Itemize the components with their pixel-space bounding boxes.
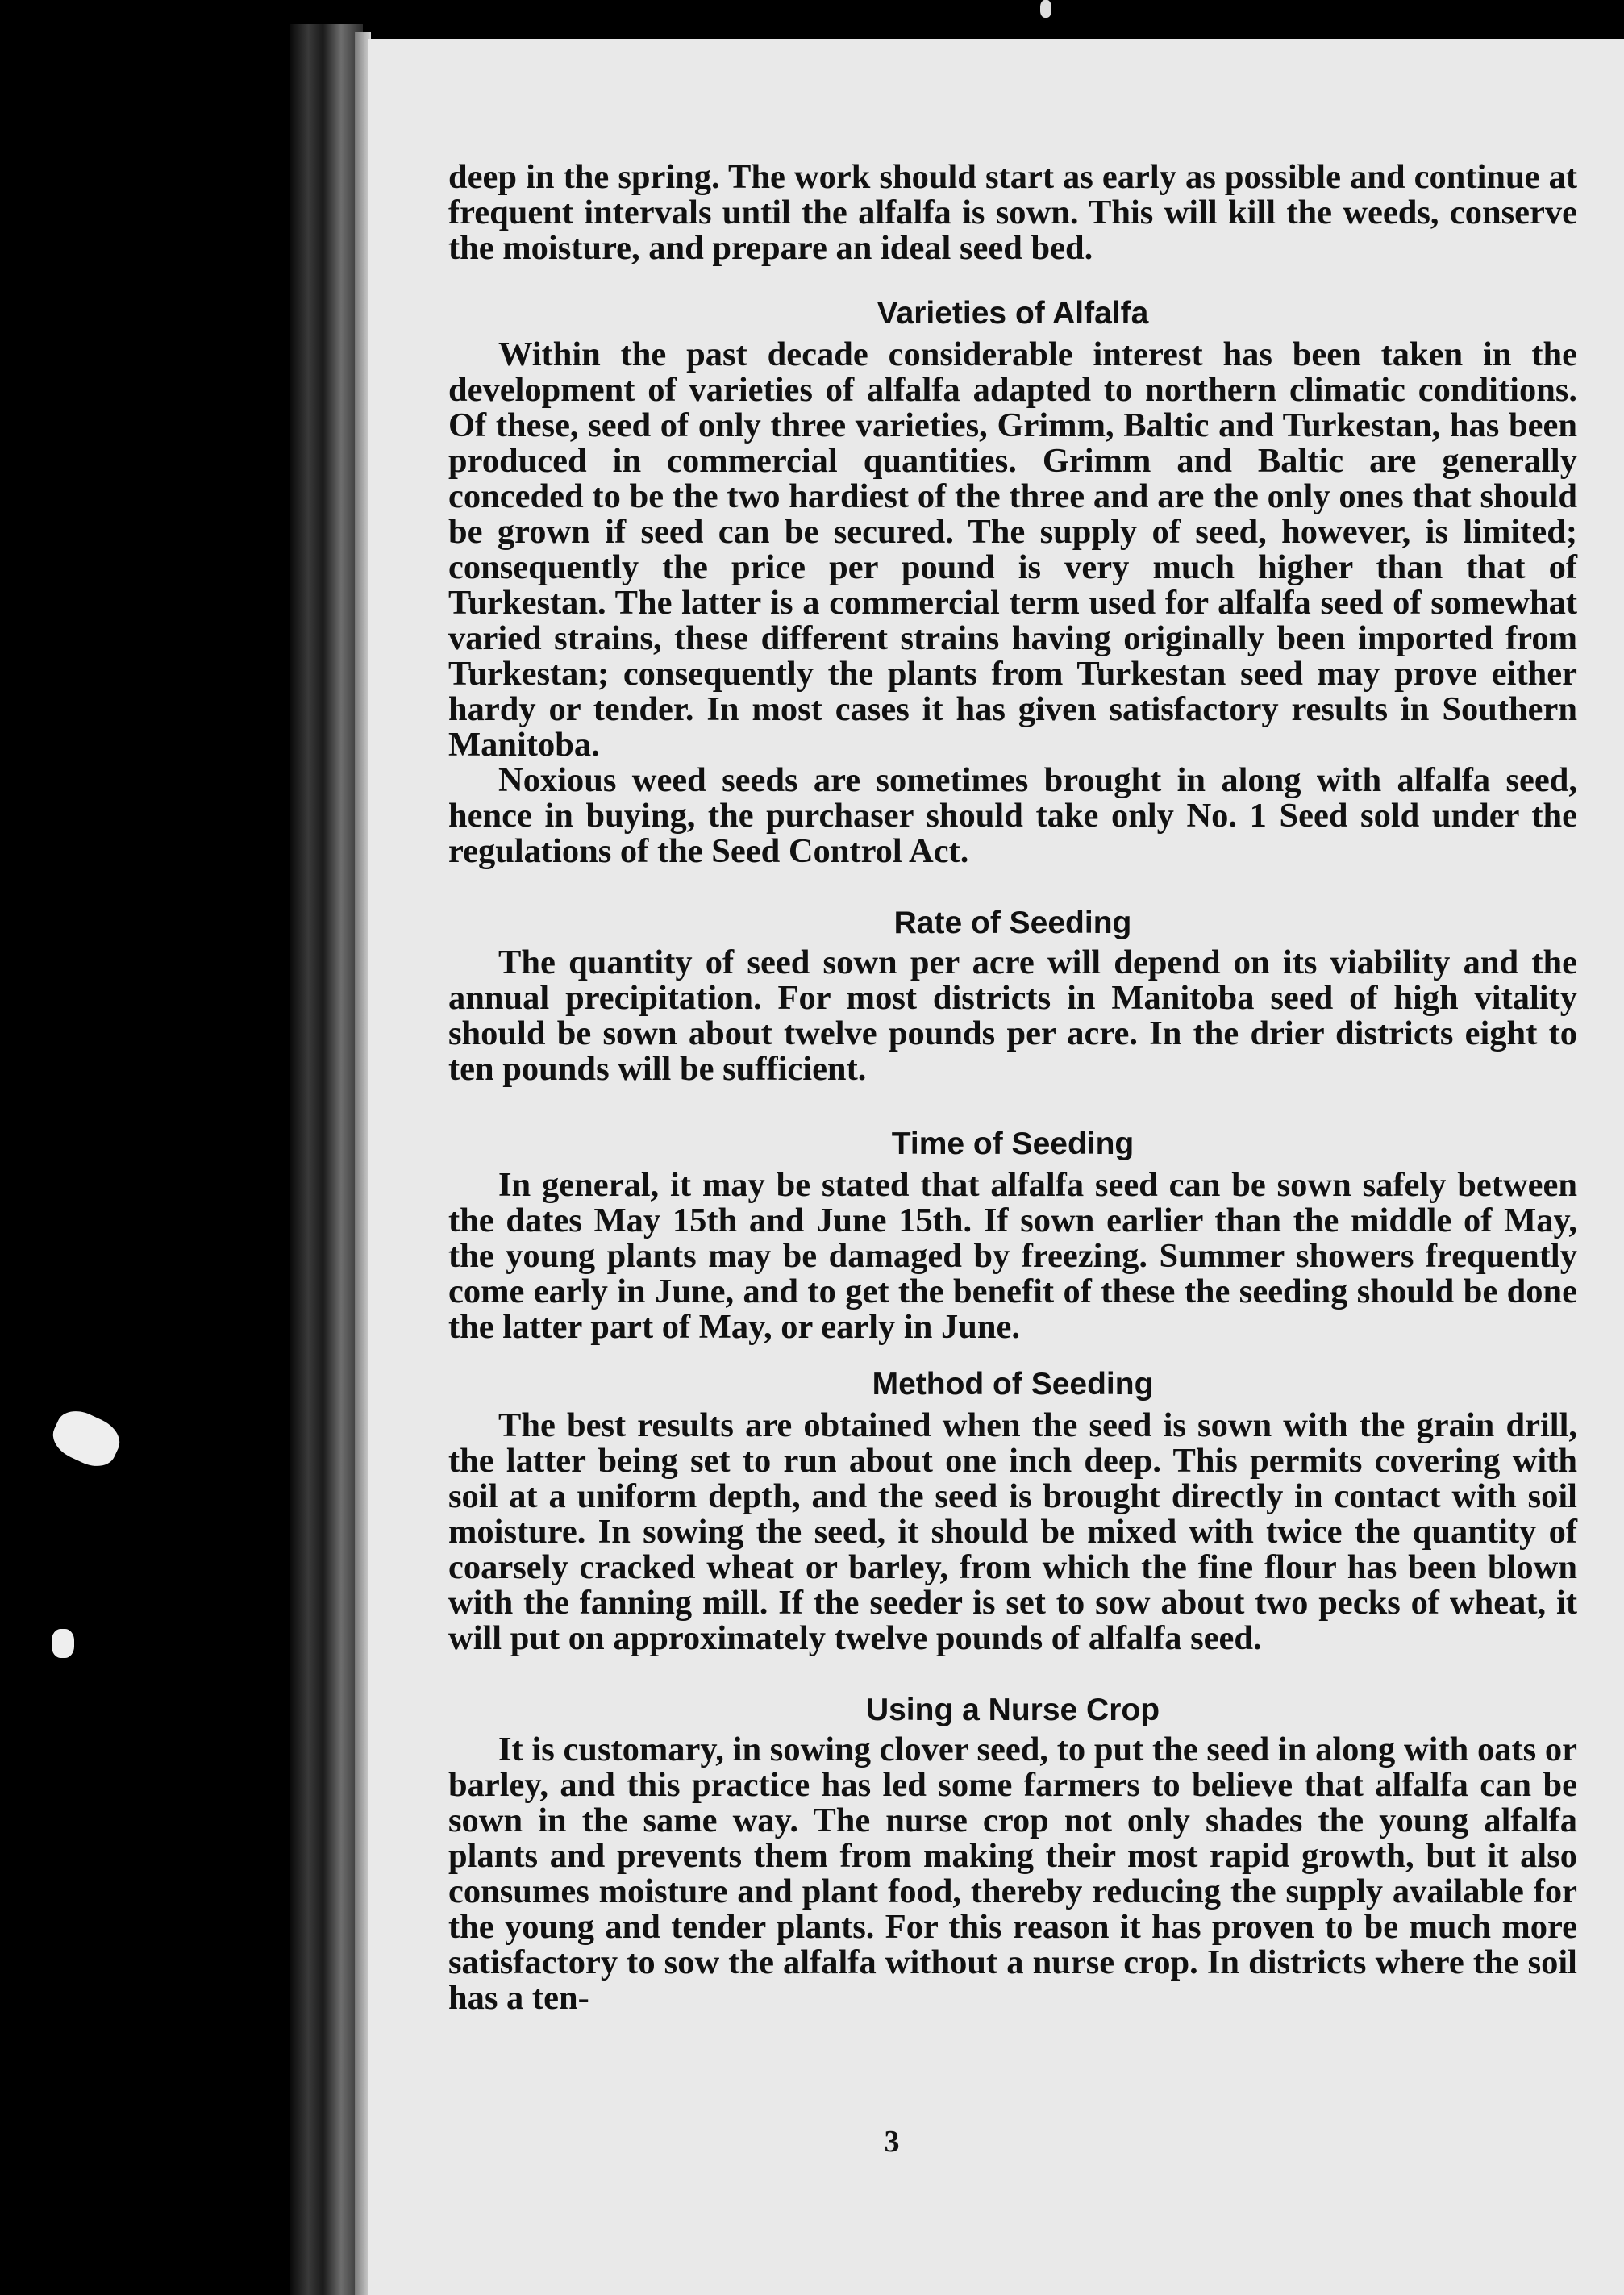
book-binding-edge <box>290 24 363 2295</box>
page-number: 3 <box>884 2125 900 2159</box>
scan-speck <box>52 1629 74 1658</box>
heading-time-of-seeding: Time of Seeding <box>891 1127 1135 1161</box>
heading-using-a-nurse-crop: Using a Nurse Crop <box>865 1693 1160 1727</box>
heading-method-of-seeding: Method of Seeding <box>872 1367 1154 1402</box>
heading-varieties-of-alfalfa: Varieties of Alfalfa <box>877 296 1149 331</box>
paragraph-varieties-2: Noxious weed seeds are sometimes brought in along with alfalfa seed, hence in buying, the purchaser should take only No. 1 Seed sold under the regulations of the Seed Control Act. <box>448 761 1577 870</box>
paragraph-varieties-1: Within the past decade considerable interest has been taken in the development of varieties of alfalfa adapted to northern climatic conditions. Of these, seed of only three varieties, Grimm, Baltic and Turkestan, has been produced in commercial quantities. Grimm and Baltic are generally conceded to be the two hardiest of the three and are the only ones that should be grown if seed can be secured. The supply of seed, however, is limited; consequently the price per pound is very much higher than that of Turkestan. The latter is a commercial term used for alfalfa seed of somewhat varied strains, these different strains having originally been imported from Turkestan; consequently the plants from Turkestan seed may prove either hardy or tender. In most cases it has given satisfactory results in Southern Manitoba. <box>448 335 1577 764</box>
heading-rate-of-seeding: Rate of Seeding <box>893 906 1132 940</box>
paragraph-method-1: The best results are obtained when the seed is sown with the grain drill, the latter being set to run about one inch deep. This permits covering with soil at a uniform depth, and the seed is brought directly in contact with soil moisture. In sowing the seed, it should be mixed with twice the quantity of coarsely cracked wheat or barley, from which the fine flour has been blown with the fanning mill. If the seeder is set to sow about two pecks of wheat, it will put on approximately twelve pounds of alfalfa seed. <box>448 1406 1577 1657</box>
intro-paragraph: deep in the spring. The work should start as early as possible and continue at frequent intervals until the alfalfa is sown. This will kill the weeds, conserve the moisture, and prepare an ideal seed bed. <box>448 158 1577 267</box>
document-page <box>368 39 1624 2295</box>
paragraph-time-1: In general, it may be stated that alfalfa seed can be sown safely between the dates May 15th and June 15th. If sown earlier than the middle of May, the young plants may be damaged by freezing. Summer showers frequently come early in June, and to get the benefit of these the seeding should be done the latter part of May, or early in June. <box>448 1166 1577 1346</box>
paragraph-rate-1: The quantity of seed sown per acre will depend on its viability and the annual precipitation. For most districts in Manitoba seed of high vitality should be sown about twelve pounds per acre. In the drier districts eight to ten pounds will be sufficient. <box>448 943 1577 1088</box>
scan-speck <box>47 1403 127 1473</box>
scan-speck <box>1040 0 1051 18</box>
paragraph-nurse-1: It is customary, in sowing clover seed, to put the seed in along with oats or barley, and this practice has led some farmers to believe that alfalfa can be sown in the same way. The nurse crop not only shades the young alfalfa plants and prevents them from making their most rapid growth, but it also consumes moisture and plant food, thereby reducing the supply available for the young and tender plants. For this reason it has proven to be much more satisfactory to sow the alfalfa without a nurse crop. In districts where the soil has a ten- <box>448 1731 1577 2017</box>
body-text <box>448 160 1577 2016</box>
